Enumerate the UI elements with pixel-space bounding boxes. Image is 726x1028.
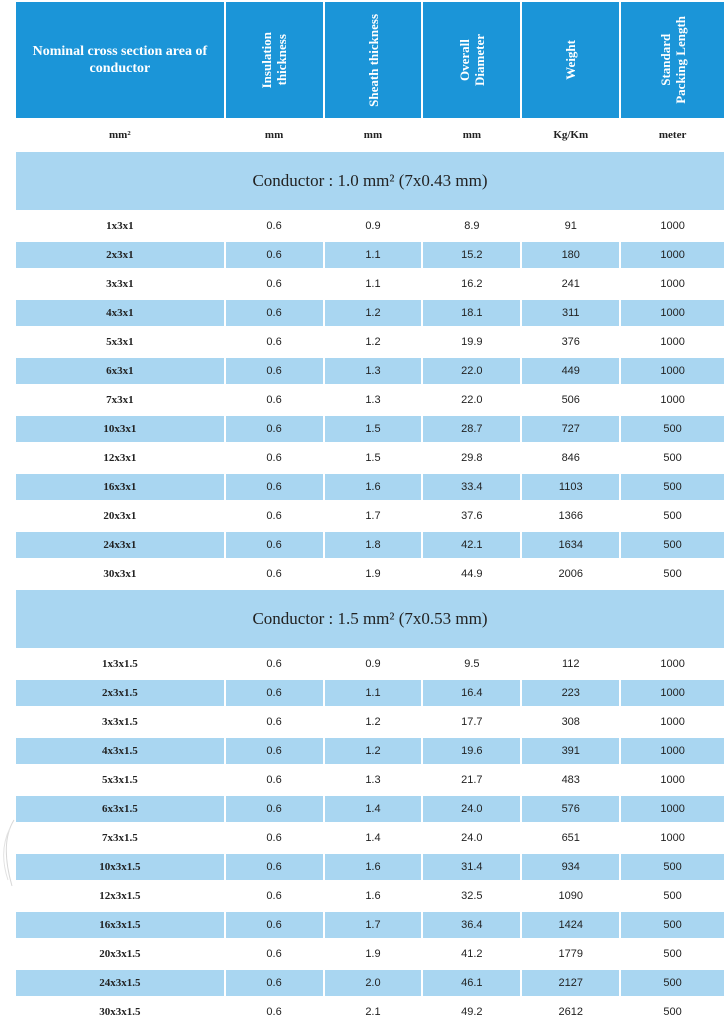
table-row (16, 445, 724, 471)
table-cell: 46.1 (423, 970, 520, 996)
table-cell: 19.6 (423, 738, 520, 764)
table-cell: 0.6 (266, 394, 282, 406)
table-cell: 500 (663, 890, 682, 902)
header-packing-length-label: Standard Packing Length (657, 16, 688, 104)
section-title: Conductor : 1.5 mm² (7x0.53 mm) (16, 590, 724, 648)
conductor-size-cell: 20x3x1 (103, 510, 137, 522)
table-cell: 500 (621, 912, 724, 938)
table-cell: 1.7 (365, 510, 381, 522)
table-cell: 33.4 (423, 474, 520, 500)
header-sheath (325, 2, 422, 118)
unit-cell: mm (363, 129, 383, 141)
table-cell: 1090 (558, 890, 583, 902)
conductor-size-cell: 1x3x1.5 (101, 658, 138, 670)
table-cell: 1000 (660, 278, 685, 290)
table-cell: 0.6 (226, 532, 323, 558)
table-cell: 24.0 (461, 832, 483, 844)
conductor-size-cell: 3x3x1.5 (101, 716, 138, 728)
table-cell: 1.9 (365, 568, 381, 580)
table-cell: 2.0 (325, 970, 422, 996)
table-cell: 0.6 (266, 774, 282, 786)
table-row (16, 941, 724, 967)
decorative-curve-mark (0, 818, 18, 888)
table-row (16, 271, 724, 297)
table-cell: 1000 (660, 658, 685, 670)
table-cell: 1.1 (325, 242, 422, 268)
table-cell: 0.6 (266, 716, 282, 728)
table-cell: 36.4 (423, 912, 520, 938)
table-cell: 0.6 (266, 336, 282, 348)
table-cell: 0.6 (226, 358, 323, 384)
header-diameter-label: Overall Diameter (456, 34, 487, 86)
table-row (16, 767, 724, 793)
table-header (16, 2, 724, 118)
table-cell: 391 (522, 738, 619, 764)
unit-cell: mm² (109, 129, 131, 141)
table-cell: 16.4 (423, 680, 520, 706)
table-cell: 500 (621, 854, 724, 880)
conductor-size-cell: 4x3x1.5 (16, 738, 224, 764)
table-cell: 1.5 (365, 452, 381, 464)
table-row (16, 912, 724, 938)
conductor-size-cell: 7x3x1.5 (101, 832, 138, 844)
table-cell: 0.6 (226, 738, 323, 764)
table-row (16, 883, 724, 909)
table-row (16, 970, 724, 996)
table-cell: 0.6 (226, 796, 323, 822)
table-row (16, 796, 724, 822)
table-cell: 24.0 (423, 796, 520, 822)
table-cell: 1634 (522, 532, 619, 558)
header-cross-section-label: Nominal cross section area of conductor (32, 44, 208, 76)
table-cell: 1000 (621, 300, 724, 326)
conductor-size-cell: 1x3x1 (106, 220, 134, 232)
table-cell: 500 (621, 416, 724, 442)
table-cell: 0.6 (226, 300, 323, 326)
table-cell: 1.3 (365, 774, 381, 786)
table-cell: 0.6 (266, 568, 282, 580)
table-cell: 8.9 (464, 220, 480, 232)
conductor-size-cell: 3x3x1 (106, 278, 134, 290)
conductor-size-cell: 16x3x1.5 (16, 912, 224, 938)
table-cell: 1.2 (325, 738, 422, 764)
unit-cell: mm (462, 129, 482, 141)
table-cell: 1000 (660, 394, 685, 406)
table-cell: 0.9 (365, 658, 381, 670)
table-cell: 500 (663, 948, 682, 960)
table-row (16, 738, 724, 764)
header-diameter (423, 2, 520, 118)
table-cell: 500 (621, 532, 724, 558)
conductor-size-cell: 2x3x1 (16, 242, 224, 268)
table-cell: 0.6 (226, 680, 323, 706)
table-row (16, 242, 724, 268)
table-cell: 1.1 (325, 680, 422, 706)
table-cell: 1.7 (325, 912, 422, 938)
table-row (16, 474, 724, 500)
table-cell: 0.6 (266, 278, 282, 290)
table-cell: 500 (663, 510, 682, 522)
table-cell: 0.6 (226, 854, 323, 880)
table-cell: 1.6 (325, 474, 422, 500)
conductor-size-cell: 30x3x1.5 (99, 1006, 141, 1018)
table-row (16, 854, 724, 880)
table-cell: 1000 (621, 796, 724, 822)
table-row (16, 651, 724, 677)
table-cell: 1000 (621, 358, 724, 384)
table-row (16, 503, 724, 529)
table-row (16, 213, 724, 239)
table-cell: 112 (561, 658, 580, 670)
table-cell: 37.6 (461, 510, 483, 522)
table-cell: 31.4 (423, 854, 520, 880)
table-cell: 1.4 (325, 796, 422, 822)
table-cell: 1000 (660, 832, 685, 844)
table-cell: 500 (663, 452, 682, 464)
table-row (16, 416, 724, 442)
table-cell: 0.9 (365, 220, 381, 232)
header-packing-length (621, 2, 724, 118)
table-cell: 1.2 (365, 716, 381, 728)
table-cell: 223 (522, 680, 619, 706)
units-row (16, 120, 724, 150)
table-cell: 846 (561, 452, 580, 464)
table-cell: 19.9 (461, 336, 483, 348)
conductor-size-cell: 30x3x1 (103, 568, 137, 580)
table-cell: 17.7 (461, 716, 483, 728)
table-cell: 180 (522, 242, 619, 268)
table-cell: 651 (561, 832, 580, 844)
table-cell: 21.7 (461, 774, 483, 786)
table-cell: 0.6 (266, 832, 282, 844)
table-cell: 500 (663, 1006, 682, 1018)
table-cell: 1.1 (365, 278, 381, 290)
table-cell: 500 (621, 474, 724, 500)
header-insulation-label: Insulation thickness (259, 31, 290, 89)
table-cell: 1000 (621, 738, 724, 764)
unit-cell: meter (658, 129, 687, 141)
conductor-size-cell: 5x3x1.5 (101, 774, 138, 786)
table-row (16, 329, 724, 355)
table-cell: 28.7 (423, 416, 520, 442)
table-cell: 308 (561, 716, 580, 728)
table-cell: 0.6 (266, 452, 282, 464)
table-cell: 1779 (558, 948, 583, 960)
table-row (16, 999, 724, 1025)
table-cell: 311 (522, 300, 619, 326)
table-cell: 500 (621, 970, 724, 996)
table-cell: 15.2 (423, 242, 520, 268)
table-cell: 0.6 (266, 220, 282, 232)
cable-spec-table (16, 2, 724, 1028)
header-sheath-label: Sheath thickness (365, 13, 381, 107)
conductor-size-cell: 6x3x1.5 (16, 796, 224, 822)
table-cell: 44.9 (461, 568, 483, 580)
table-row (16, 387, 724, 413)
table-cell: 2.1 (365, 1006, 381, 1018)
section-title: Conductor : 1.0 mm² (7x0.43 mm) (16, 152, 724, 210)
table-cell: 29.8 (461, 452, 483, 464)
conductor-size-cell: 10x3x1.5 (16, 854, 224, 880)
unit-cell: mm (264, 129, 284, 141)
table-cell: 506 (561, 394, 580, 406)
table-cell: 1.4 (365, 832, 381, 844)
table-cell: 2612 (558, 1006, 583, 1018)
conductor-size-cell: 6x3x1 (16, 358, 224, 384)
table-cell: 0.6 (266, 510, 282, 522)
table-cell: 42.1 (423, 532, 520, 558)
header-cross-section (16, 2, 224, 118)
table-cell: 1000 (660, 716, 685, 728)
table-cell: 0.6 (226, 416, 323, 442)
conductor-size-cell: 2x3x1.5 (16, 680, 224, 706)
table-cell: 1424 (522, 912, 619, 938)
conductor-size-cell: 24x3x1.5 (16, 970, 224, 996)
table-cell: 1366 (558, 510, 583, 522)
table-cell: 0.6 (226, 474, 323, 500)
table-row (16, 358, 724, 384)
conductor-size-cell: 10x3x1 (16, 416, 224, 442)
table-cell: 16.2 (461, 278, 483, 290)
table-cell: 41.2 (461, 948, 483, 960)
conductor-size-cell: 5x3x1 (106, 336, 134, 348)
table-cell: 22.0 (423, 358, 520, 384)
table-cell: 0.6 (266, 890, 282, 902)
table-cell: 1000 (660, 774, 685, 786)
table-cell: 1.2 (365, 336, 381, 348)
table-cell: 1.5 (325, 416, 422, 442)
table-cell: 0.6 (226, 970, 323, 996)
table-row (16, 680, 724, 706)
table-cell: 1.6 (325, 854, 422, 880)
table-cell: 0.6 (266, 658, 282, 670)
table-cell: 1.3 (325, 358, 422, 384)
table-cell: 500 (663, 568, 682, 580)
table-cell: 0.6 (226, 242, 323, 268)
table-cell: 727 (522, 416, 619, 442)
table-row (16, 532, 724, 558)
table-cell: 1000 (621, 242, 724, 268)
table-cell: 1.2 (325, 300, 422, 326)
table-cell: 241 (561, 278, 580, 290)
header-weight (522, 2, 619, 118)
header-insulation (226, 2, 323, 118)
table-row (16, 561, 724, 587)
conductor-size-cell: 16x3x1 (16, 474, 224, 500)
table-cell: 483 (561, 774, 580, 786)
conductor-size-cell: 12x3x1 (103, 452, 137, 464)
table-cell: 1.6 (365, 890, 381, 902)
table-cell: 18.1 (423, 300, 520, 326)
table-cell: 0.6 (226, 912, 323, 938)
table-row (16, 825, 724, 851)
table-cell: 2127 (522, 970, 619, 996)
table-cell: 22.0 (461, 394, 483, 406)
conductor-size-cell: 7x3x1 (106, 394, 134, 406)
conductor-size-cell: 20x3x1.5 (99, 948, 141, 960)
table-cell: 91 (564, 220, 577, 232)
unit-cell: Kg/Km (553, 129, 589, 141)
conductor-size-cell: 12x3x1.5 (99, 890, 141, 902)
table-row (16, 709, 724, 735)
table-cell: 49.2 (461, 1006, 483, 1018)
conductor-size-cell: 24x3x1 (16, 532, 224, 558)
table-cell: 1103 (522, 474, 619, 500)
table-cell: 1.8 (325, 532, 422, 558)
table-cell: 32.5 (461, 890, 483, 902)
table-cell: 1000 (660, 336, 685, 348)
table-row (16, 300, 724, 326)
table-cell: 576 (522, 796, 619, 822)
table-cell: 1.9 (365, 948, 381, 960)
conductor-size-cell: 4x3x1 (16, 300, 224, 326)
table-cell: 1000 (621, 680, 724, 706)
table-cell: 0.6 (266, 948, 282, 960)
table-body (16, 152, 724, 1025)
header-weight-label: Weight (563, 40, 579, 80)
table-cell: 0.6 (266, 1006, 282, 1018)
table-cell: 1.3 (365, 394, 381, 406)
table-cell: 2006 (558, 568, 583, 580)
table-cell: 9.5 (464, 658, 480, 670)
table-cell: 934 (522, 854, 619, 880)
table-cell: 376 (561, 336, 580, 348)
table-cell: 1000 (660, 220, 685, 232)
table-cell: 449 (522, 358, 619, 384)
